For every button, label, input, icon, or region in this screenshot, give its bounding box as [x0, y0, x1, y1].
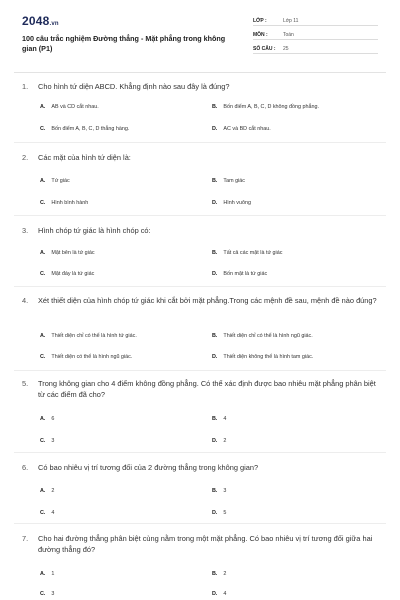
option-text: 2: [223, 438, 227, 444]
option-text: 4: [51, 510, 55, 516]
option-c[interactable]: [40, 591, 54, 597]
option-label: C.: [40, 354, 46, 360]
option-label: A.: [40, 333, 46, 339]
option-a[interactable]: [40, 488, 54, 494]
option-text: Bốn điểm A, B, C, D thẳng hàng.: [51, 126, 130, 132]
question-number: 3.: [22, 226, 29, 235]
option-label: C.: [40, 438, 46, 444]
option-d[interactable]: [212, 591, 226, 597]
option-text: 4: [223, 416, 227, 422]
option-label: B.: [212, 250, 218, 256]
option-d[interactable]: [212, 271, 267, 277]
question-number: 4.: [22, 296, 29, 305]
option-label: C.: [40, 510, 46, 516]
option-text: AB và CD cắt nhau.: [51, 104, 99, 110]
option-label: B.: [212, 178, 218, 184]
option-text: 1: [51, 571, 55, 577]
option-label: B.: [212, 104, 218, 110]
option-text: AC và BD cắt nhau.: [223, 126, 271, 132]
option-text: 3: [51, 591, 55, 597]
option-label: C.: [40, 271, 46, 277]
option-label: C.: [40, 591, 46, 597]
question-divider: [14, 452, 386, 453]
option-text: 2: [51, 488, 55, 494]
question-stem: [22, 152, 382, 163]
option-c[interactable]: [40, 126, 129, 132]
option-b[interactable]: [212, 571, 226, 577]
option-label: A.: [40, 571, 46, 577]
option-label: B.: [212, 416, 218, 422]
question-divider: [14, 523, 386, 524]
meta-key: MÔN :: [253, 32, 268, 38]
question-stem: [22, 295, 382, 306]
meta-value: Toán: [283, 32, 294, 38]
option-c[interactable]: [40, 510, 54, 516]
option-a[interactable]: [40, 178, 70, 184]
option-a[interactable]: [40, 250, 95, 256]
document-title: 100 câu trắc nghiệm Đường thẳng - Mặt phẳng trong không gian (P1): [22, 34, 226, 53]
option-label: A.: [40, 416, 46, 422]
option-text: 6: [51, 416, 55, 422]
option-a[interactable]: [40, 416, 54, 422]
question-text: Cho hình tứ diện ABCD. Khẳng định nào sau đây là đúng?: [38, 82, 230, 91]
question-text: Có bao nhiêu vị trí tương đối của 2 đường thẳng trong không gian?: [38, 463, 259, 472]
option-label: B.: [212, 333, 218, 339]
question-text: Cho hai đường thẳng phân biệt cùng nằm trong một mặt phẳng. Có bao nhiêu vị trí tương đối giữa hai đường thẳng đó?: [38, 534, 373, 554]
option-d[interactable]: [212, 354, 313, 360]
option-text: Bốn điểm A, B, C, D không đồng phẳng.: [223, 104, 320, 110]
option-c[interactable]: [40, 200, 88, 206]
option-b[interactable]: [212, 250, 282, 256]
option-b[interactable]: [212, 104, 319, 110]
question-divider: [14, 286, 386, 287]
option-label: C.: [40, 200, 46, 206]
question-stem: [22, 225, 382, 236]
option-text: Thiết diện không thể là hình tam giác.: [223, 354, 314, 360]
option-label: A.: [40, 488, 46, 494]
meta-key: LỚP :: [253, 18, 267, 24]
option-text: Tất cả các mặt là tứ giác: [223, 250, 283, 256]
site-logo[interactable]: [22, 14, 59, 28]
option-a[interactable]: [40, 571, 54, 577]
option-text: 3: [223, 488, 227, 494]
question-text: Hình chóp tứ giác là hình chóp có:: [38, 226, 151, 235]
option-text: Tam giác: [223, 178, 245, 184]
option-text: 4: [223, 591, 227, 597]
option-label: D.: [212, 126, 218, 132]
option-label: B.: [212, 571, 218, 577]
option-d[interactable]: [212, 510, 226, 516]
question-divider: [14, 142, 386, 143]
question-number: 2.: [22, 153, 29, 162]
document-header: [0, 0, 400, 72]
option-text: Thiết diện chỉ có thể là hình tứ giác.: [51, 333, 137, 339]
meta-row-count: [253, 44, 378, 54]
option-b[interactable]: [212, 333, 313, 339]
meta-key: SỐ CÂU :: [253, 46, 276, 52]
meta-row-subject: [253, 30, 378, 40]
question-number: 7.: [22, 534, 29, 543]
question-divider: [14, 215, 386, 216]
option-d[interactable]: [212, 126, 271, 132]
option-label: D.: [212, 200, 218, 206]
question-number: 6.: [22, 463, 29, 472]
option-label: D.: [212, 510, 218, 516]
option-text: Hình bình hành: [51, 200, 89, 206]
option-c[interactable]: [40, 354, 132, 360]
logo-suffix: .vn: [49, 21, 59, 27]
question-stem: [22, 462, 382, 473]
question-number: 1.: [22, 82, 29, 91]
option-b[interactable]: [212, 178, 245, 184]
meta-row-class: [253, 16, 378, 26]
header-divider: [14, 72, 386, 73]
option-label: D.: [212, 271, 218, 277]
option-b[interactable]: [212, 416, 226, 422]
question-stem: [22, 533, 382, 555]
option-text: Thiết diện chỉ có thể là hình ngũ giác.: [223, 333, 313, 339]
option-c[interactable]: [40, 438, 54, 444]
option-label: A.: [40, 178, 46, 184]
option-label: A.: [40, 104, 46, 110]
option-label: D.: [212, 354, 218, 360]
question-text: Các mặt của hình tứ diện là:: [38, 153, 131, 162]
option-label: B.: [212, 488, 218, 494]
option-d[interactable]: [212, 200, 251, 206]
option-text: 5: [223, 510, 227, 516]
option-text: Bốn mặt là tứ giác: [223, 271, 268, 277]
question-text: Xét thiết diện của hình chóp tứ giác khi cắt bởi mặt phẳng.Trong các mệnh đề sau, mệnh đề nào đúng?: [38, 296, 377, 305]
option-a[interactable]: [40, 104, 99, 110]
option-text: Hình vuông: [223, 200, 251, 206]
option-label: A.: [40, 250, 46, 256]
option-d[interactable]: [212, 438, 226, 444]
meta-value: Lớp 11: [283, 18, 299, 24]
question-stem: [22, 378, 382, 400]
option-b[interactable]: [212, 488, 226, 494]
question-divider: [14, 370, 386, 371]
option-a[interactable]: [40, 333, 137, 339]
option-label: D.: [212, 591, 218, 597]
option-c[interactable]: [40, 271, 94, 277]
option-text: Tứ giác: [51, 178, 70, 184]
option-text: Thiết diện có thể là hình ngũ giác.: [51, 354, 133, 360]
option-label: C.: [40, 126, 46, 132]
question-text: Trong không gian cho 4 điểm không đồng phẳng. Có thể xác định được bao nhiêu mặt phẳng phân biệt từ các điểm đã cho?: [38, 379, 376, 399]
option-text: Mặt đáy là tứ giác: [51, 271, 95, 277]
option-label: D.: [212, 438, 218, 444]
option-text: 3: [51, 438, 55, 444]
option-text: Mặt bên là tứ giác: [51, 250, 95, 256]
question-stem: [22, 81, 382, 92]
option-text: 2: [223, 571, 227, 577]
logo-main: 2048: [22, 14, 50, 28]
meta-value: 25: [283, 46, 289, 52]
question-number: 5.: [22, 379, 29, 388]
